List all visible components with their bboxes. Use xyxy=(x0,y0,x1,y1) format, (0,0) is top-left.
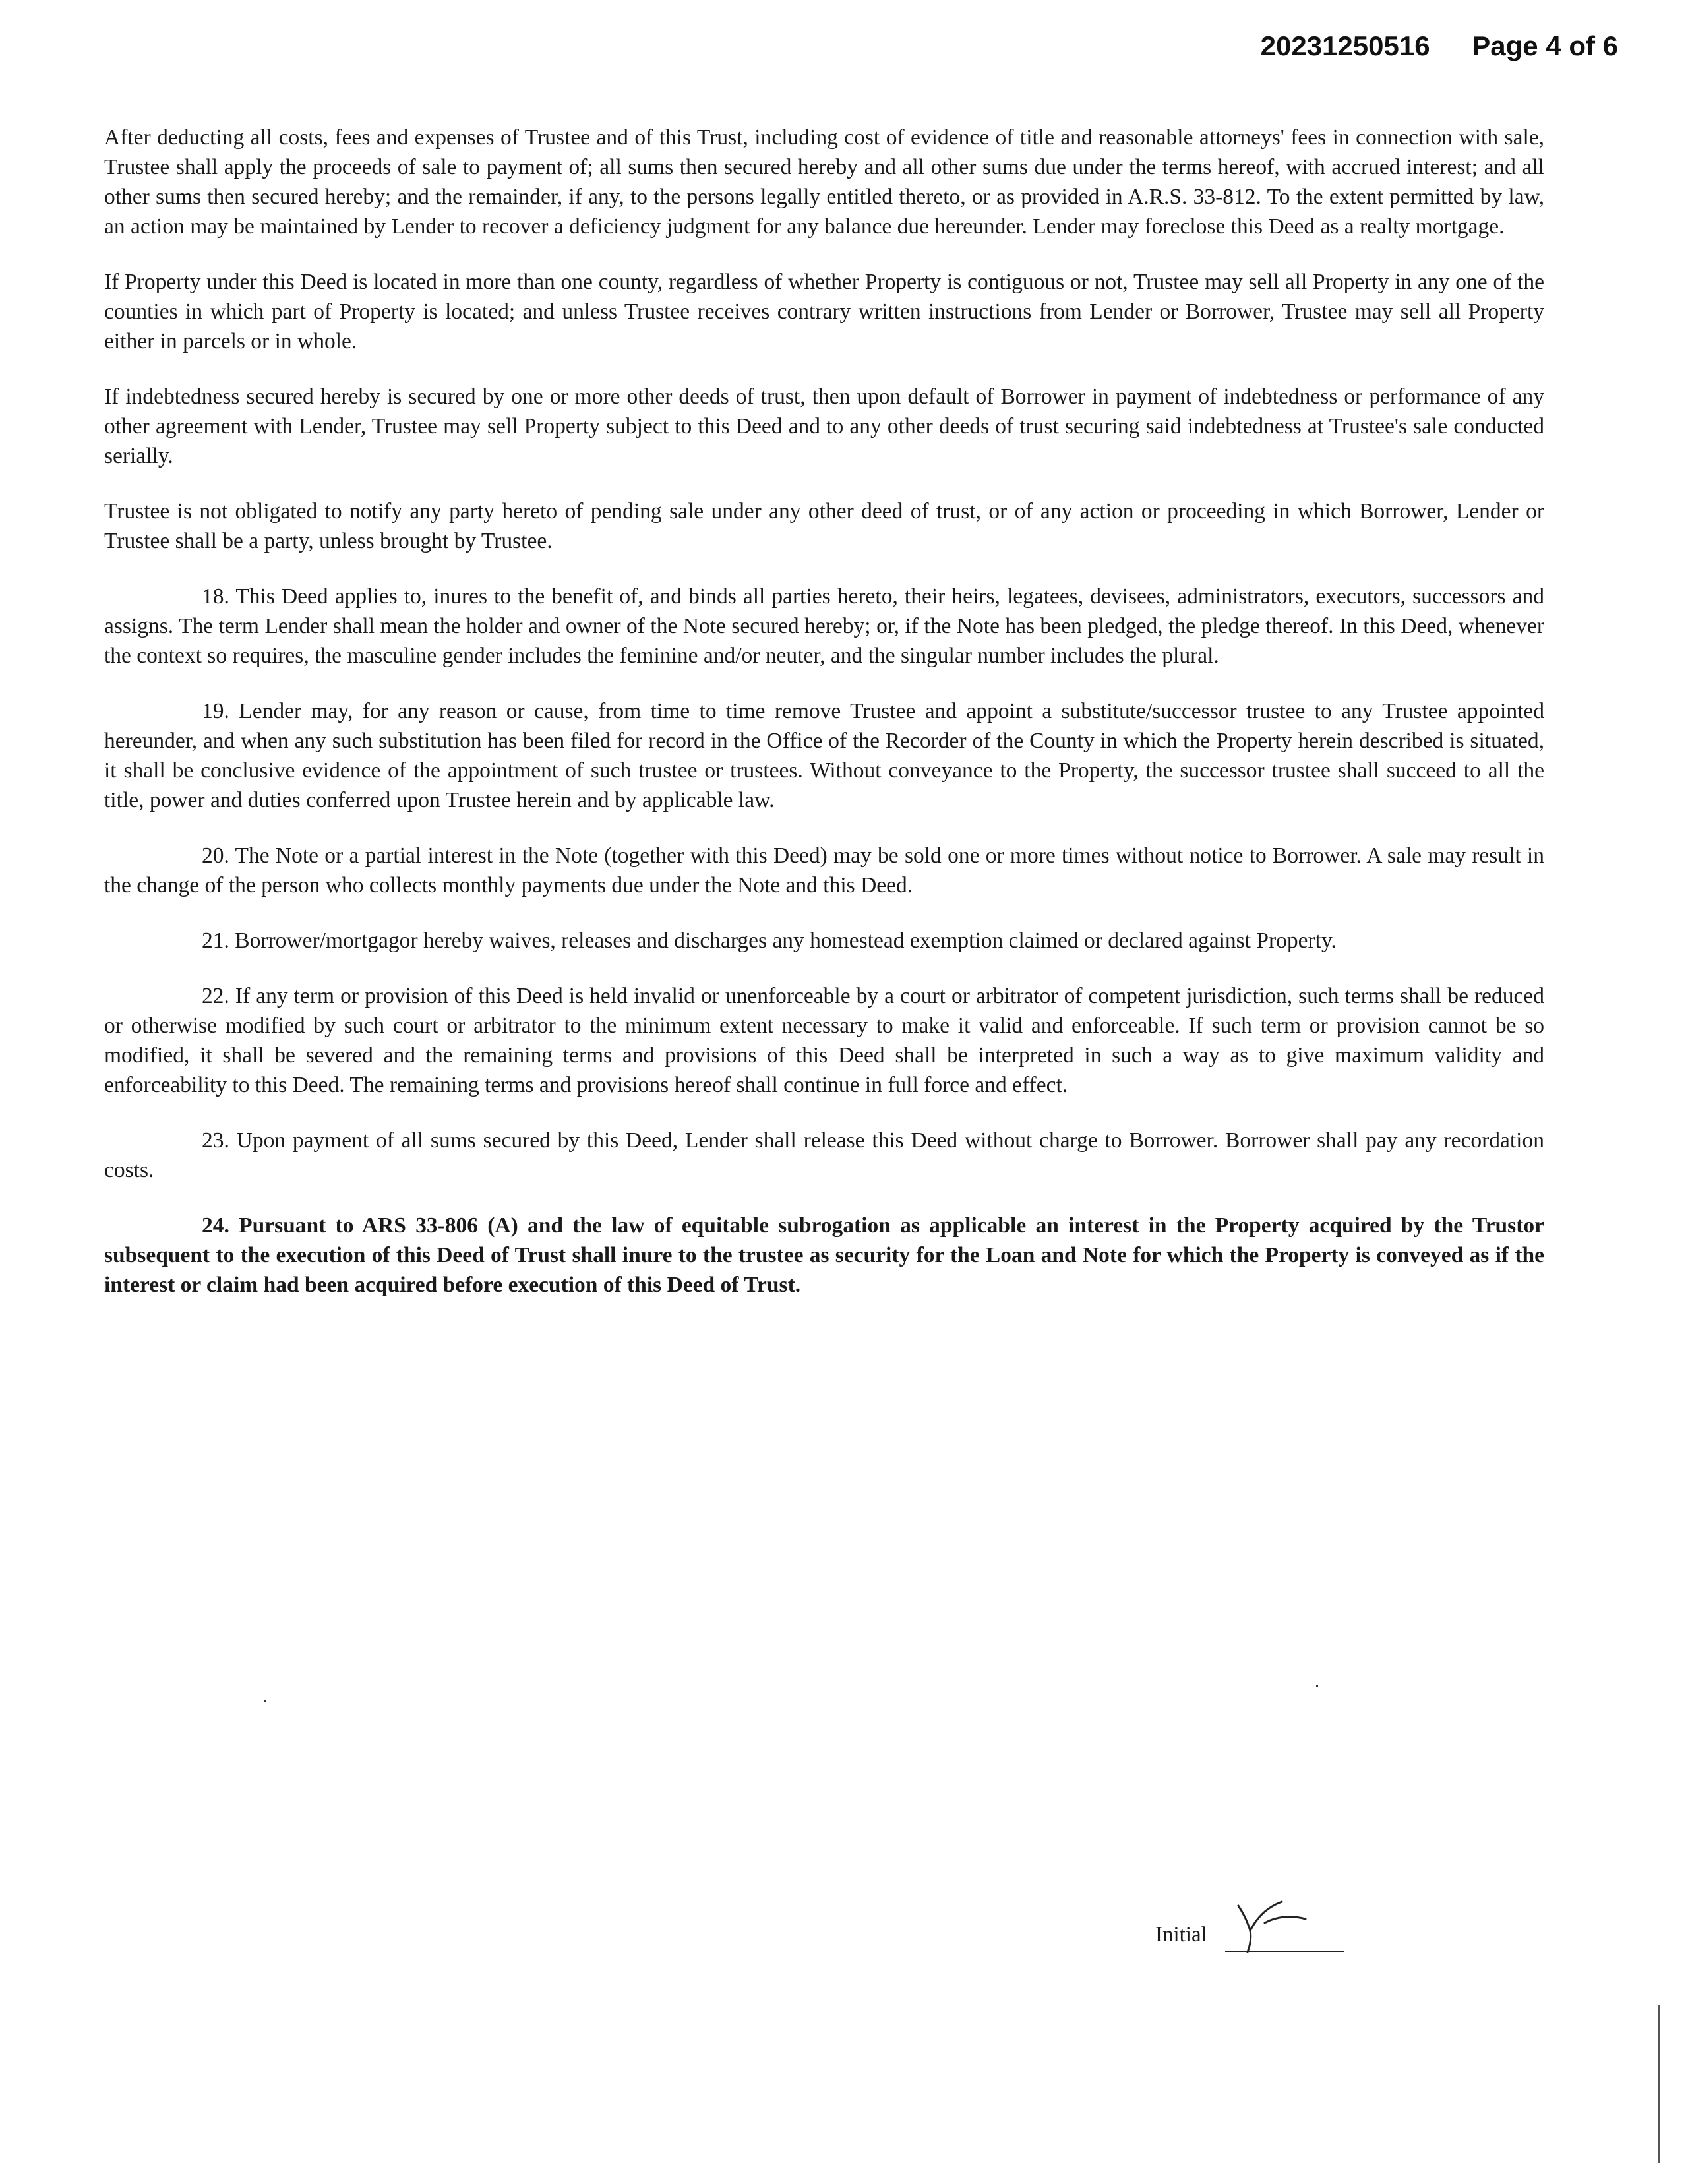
page-header xyxy=(1261,30,1618,62)
initial-signature-icon xyxy=(1219,1894,1317,1960)
clause-19: 19. Lender may, for any reason or cause, from time to time remove Trustee and appoint a substitute/successor trustee to any Trustee appointed hereunder, and when any such substitution has been filed for record in the Office of the Recorder of the County in which the Property herein described is situated, it shall be conclusive evidence of the appointment of such trustee or trustees. Without conveyance to the Property, the successor trustee shall succeed to all the title, power and duties conferred upon Trustee herein and by applicable law. xyxy=(104,699,1544,812)
scan-speck xyxy=(1316,1685,1318,1687)
clause-22: 22. If any term or provision of this Deed is held invalid or unenforceable by a court or arbitrator of competent jurisdiction, such terms shall be reduced or otherwise modified by such court or arbitrator to the minimum extent necessary to make it valid and enforceable. If such term or provision cannot be so modified, it shall be severed and the remaining terms and provisions of this Deed shall be interpreted in such a way as to give maximum validity and enforceability to this Deed. The remaining terms and provisions hereof shall continue in full force and effect. xyxy=(104,984,1544,1097)
scan-edge-line xyxy=(1658,2005,1660,2163)
paragraph-trustee-notice: Trustee is not obligated to notify any party hereto of pending sale under any other deed of trust, or of any action or proceeding in which Borrower, Lender or Trustee shall be a party, unless brought by Trustee. xyxy=(104,499,1544,553)
clause-20: 20. The Note or a partial interest in the Note (together with this Deed) may be sold one or more times without notice to Borrower. A sale may result in the change of the person who collects monthly payments due under the Note and this Deed. xyxy=(104,843,1544,897)
page-number: Page 4 of 6 xyxy=(1472,30,1618,61)
document-number: 20231250516 xyxy=(1260,30,1430,61)
initial-label: Initial xyxy=(1155,1923,1207,1947)
initial-block xyxy=(1155,1894,1346,1966)
document-body xyxy=(104,123,1544,1325)
paragraph-multiple-counties: If Property under this Deed is located in more than one county, regardless of whether Property is contiguous or not, Trustee may sell all Property in any one of the counties in which part of Property is located; and unless Trustee receives contrary written instructions from Lender or Borrower, Trustee may sell all Property either in parcels or in whole. xyxy=(104,270,1544,353)
paragraph-sale-proceeds: After deducting all costs, fees and expenses of Trustee and of this Trust, including cost of evidence of title and reasonable attorneys' fees in connection with sale, Trustee shall apply the proceeds of sale to payment of; all sums then secured hereby and all other sums due under the terms hereof, with accrued interest; and all other sums then secured hereby; and the remainder, if any, to the persons legally entitled thereto, or as provided in A.R.S. 33-812. To the extent permitted by law, an action may be maintained by Lender to recover a deficiency judgment for any balance due hereunder. Lender may foreclose this Deed as a realty mortgage. xyxy=(104,125,1544,239)
clause-18: 18. This Deed applies to, inures to the benefit of, and binds all parties hereto, their heirs, legatees, devisees, administrators, executors, successors and assigns. The term Lender shall mean the holder and owner of the Note secured hereby; or, if the Note has been pledged, the pledge thereof. In this Deed, whenever the context so requires, the masculine gender includes the feminine and/or neuter, and the singular number includes the plural. xyxy=(104,584,1544,668)
clause-21: 21. Borrower/mortgagor hereby waives, releases and discharges any homestead exemption claimed or declared against Property. xyxy=(202,928,1337,953)
scan-speck xyxy=(264,1700,266,1702)
paragraph-other-deeds: If indebtedness secured hereby is secured by one or more other deeds of trust, then upon default of Borrower in payment of indebtedness or performance of any other agreement with Lender, Trustee may sell Property subject to this Deed and to any other deeds of trust securing said indebtedness at Trustee's sale conducted serially. xyxy=(104,384,1544,468)
clause-23: 23. Upon payment of all sums secured by this Deed, Lender shall release this Deed without charge to Borrower. Borrower shall pay any recordation costs. xyxy=(104,1128,1544,1182)
clause-24: 24. Pursuant to ARS 33-806 (A) and the law of equitable subrogation as applicable an interest in the Property acquired by the Trustor subsequent to the execution of this Deed of Trust shall inure to the trustee as security for the Loan and Note for which the Property is conveyed as if the interest or claim had been acquired before execution of this Deed of Trust. xyxy=(104,1213,1544,1297)
